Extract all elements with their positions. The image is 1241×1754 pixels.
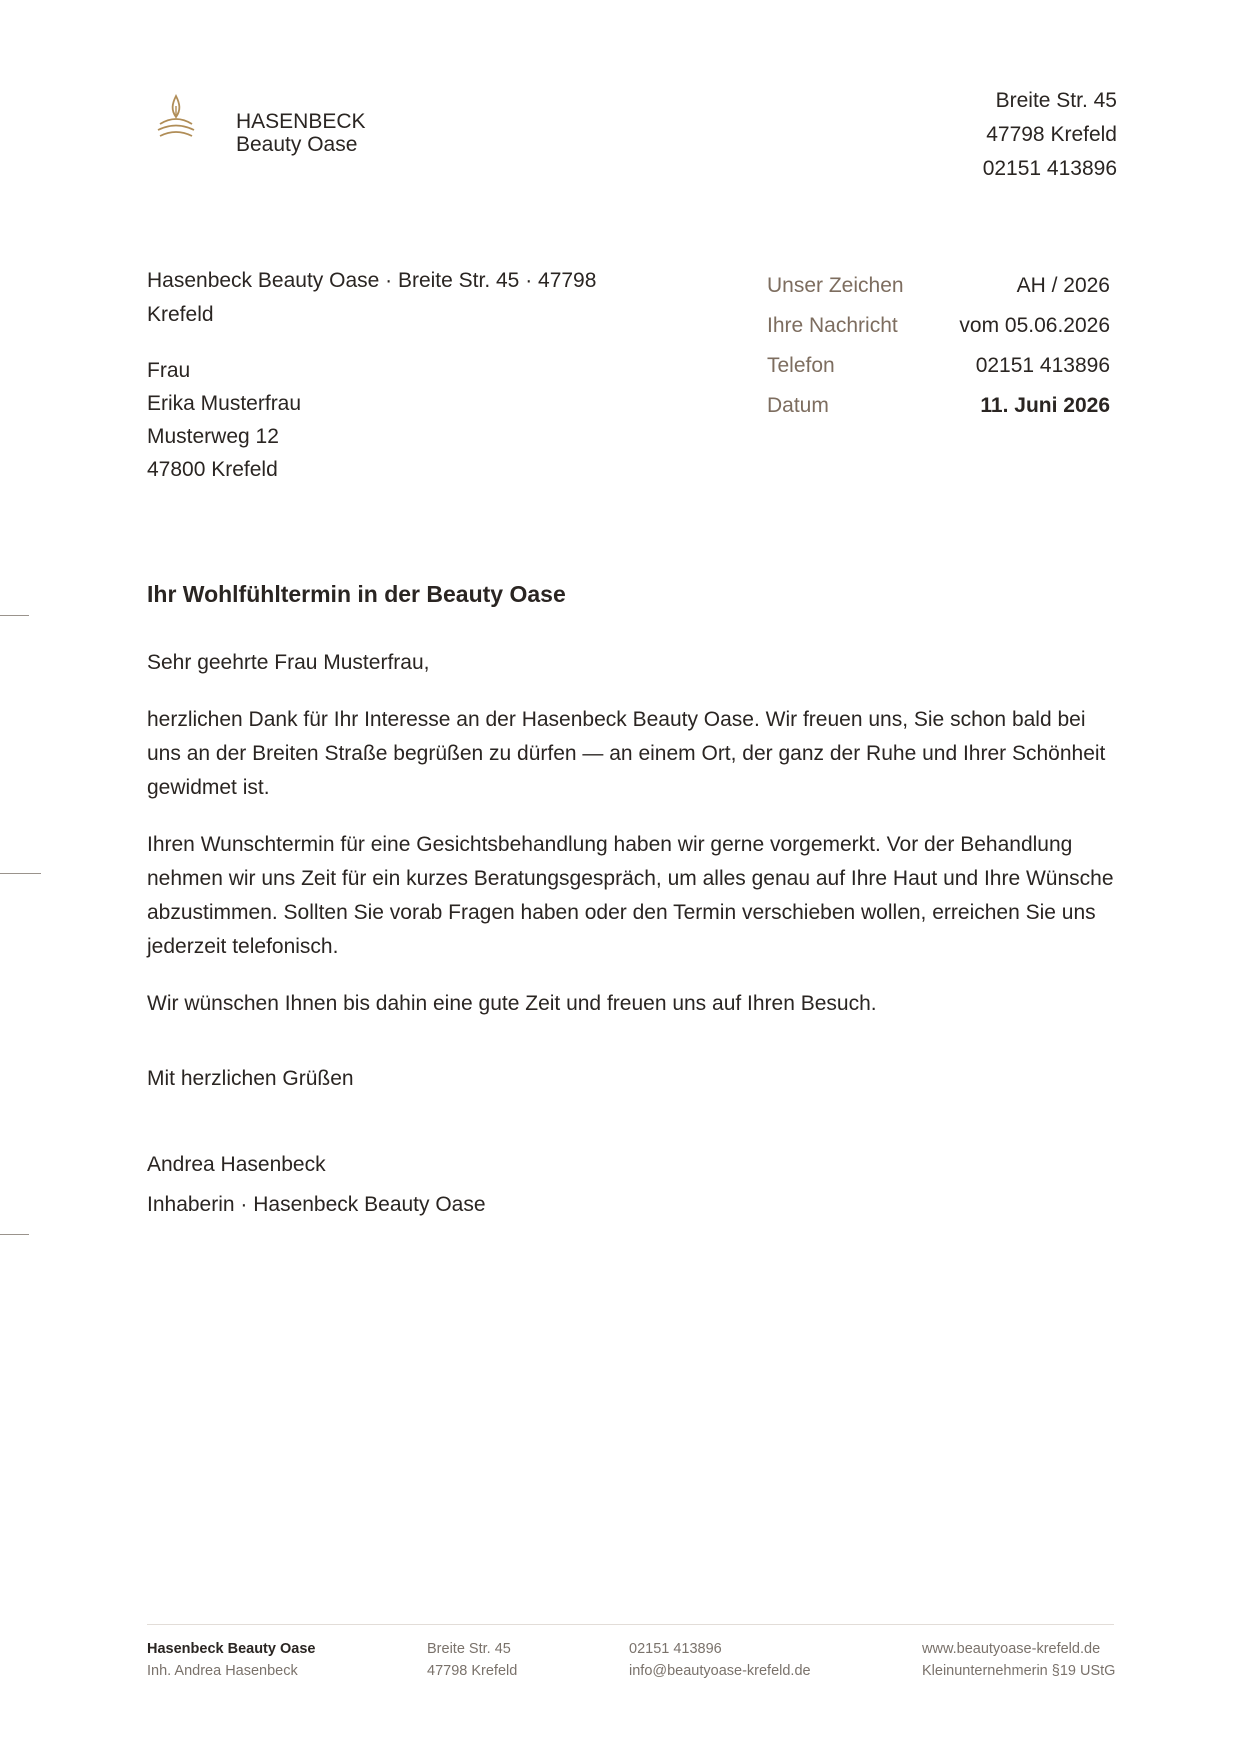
fold-mark-bottom: [0, 1234, 29, 1235]
body-paragraph: herzlichen Dank für Ihr Interesse an der Hasenbeck Beauty Oase. Wir freuen uns, Sie schon bald bei uns an der Breiten Straße begrüßen zu dürfen — an einem Ort, der ganz der Ruhe und Ihrer Schönheit gewidmet ist.: [147, 708, 1106, 799]
closing-formula: Mit herzlichen Grüßen: [147, 1067, 354, 1090]
info-row-date: [767, 389, 1110, 429]
footer-company: Hasenbeck Beauty Oase: [147, 1641, 316, 1657]
greeting: Sehr geehrte Frau Musterfrau,: [147, 651, 430, 674]
letter-body: [147, 646, 1117, 1044]
brand-name: [236, 110, 366, 156]
footer-phone: 02151 413896: [629, 1641, 722, 1657]
footer-address-column: [427, 1638, 517, 1682]
footer-website: www.beautyoase-krefeld.de: [922, 1641, 1101, 1657]
info-label: Ihre Nachricht: [767, 314, 898, 337]
info-label: Telefon: [767, 354, 835, 377]
return-address-line: Hasenbeck Beauty Oase · Breite Str. 45 · 47798 Krefeld: [147, 269, 597, 326]
info-row-your-message: [767, 309, 1110, 349]
info-value: 02151 413896: [975, 354, 1110, 377]
footer-legal-column: [922, 1638, 1115, 1682]
sender-street: Breite Str. 45: [995, 89, 1117, 112]
letter-subject: Ihr Wohlfühltermin in der Beauty Oase: [147, 581, 566, 607]
info-value: AH / 2026: [1016, 274, 1110, 297]
body-paragraph: Ihren Wunschtermin für eine Gesichtsbehandlung haben wir gerne vorgemerkt. Vor der Behandlung nehmen wir uns Zeit für ein kurzes Beratungsgespräch, um alles genau auf Ihre Haut und Ihre Wünsche abzustimmen. Sollten Sie vorab Fragen haben oder den Termin verschieben wollen, erreichen Sie uns jederzeit telefonisch.: [147, 833, 1114, 958]
recipient-street: Musterweg 12: [147, 425, 279, 448]
punch-mark: [0, 873, 41, 874]
sender-city: 47798 Krefeld: [986, 123, 1117, 146]
info-value: vom 05.06.2026: [959, 314, 1110, 337]
brand-name-line2: Beauty Oase: [236, 133, 358, 156]
sender-address: [983, 84, 1117, 186]
info-value-date: 11. Juni 2026: [980, 394, 1110, 417]
info-row-phone: [767, 349, 1110, 389]
footer-owner: Inh. Andrea Hasenbeck: [147, 1663, 298, 1679]
info-row-reference: [767, 269, 1110, 309]
recipient-city: 47800 Krefeld: [147, 458, 278, 481]
recipient-address: [147, 354, 301, 486]
signer-role: Inhaberin · Hasenbeck Beauty Oase: [147, 1193, 486, 1216]
reference-info-block: [767, 269, 1110, 429]
footer-tax-note: Kleinunternehmerin §19 UStG: [922, 1663, 1116, 1679]
body-paragraph: Wir wünschen Ihnen bis dahin eine gute Zeit und freuen uns auf Ihren Besuch.: [147, 992, 877, 1015]
fold-mark-top: [0, 615, 29, 616]
footer-contact-column: [629, 1638, 811, 1682]
info-label: Unser Zeichen: [767, 274, 904, 297]
footer-email: info@beautyoase-krefeld.de: [629, 1663, 811, 1679]
brand-name-line1: HASENBECK: [236, 110, 366, 133]
letterhead-logo: [152, 92, 366, 156]
signer-name: Andrea Hasenbeck: [147, 1153, 326, 1176]
info-label: Datum: [767, 394, 829, 417]
footer-street: Breite Str. 45: [427, 1641, 511, 1657]
footer-divider: [147, 1624, 1114, 1625]
recipient-name: Erika Musterfrau: [147, 392, 302, 415]
recipient-salutation: Frau: [147, 359, 191, 382]
footer-company-column: [147, 1638, 315, 1682]
candle-flame-icon: [152, 92, 200, 144]
sender-phone: 02151 413896: [982, 157, 1117, 180]
footer-city: 47798 Krefeld: [427, 1663, 518, 1679]
